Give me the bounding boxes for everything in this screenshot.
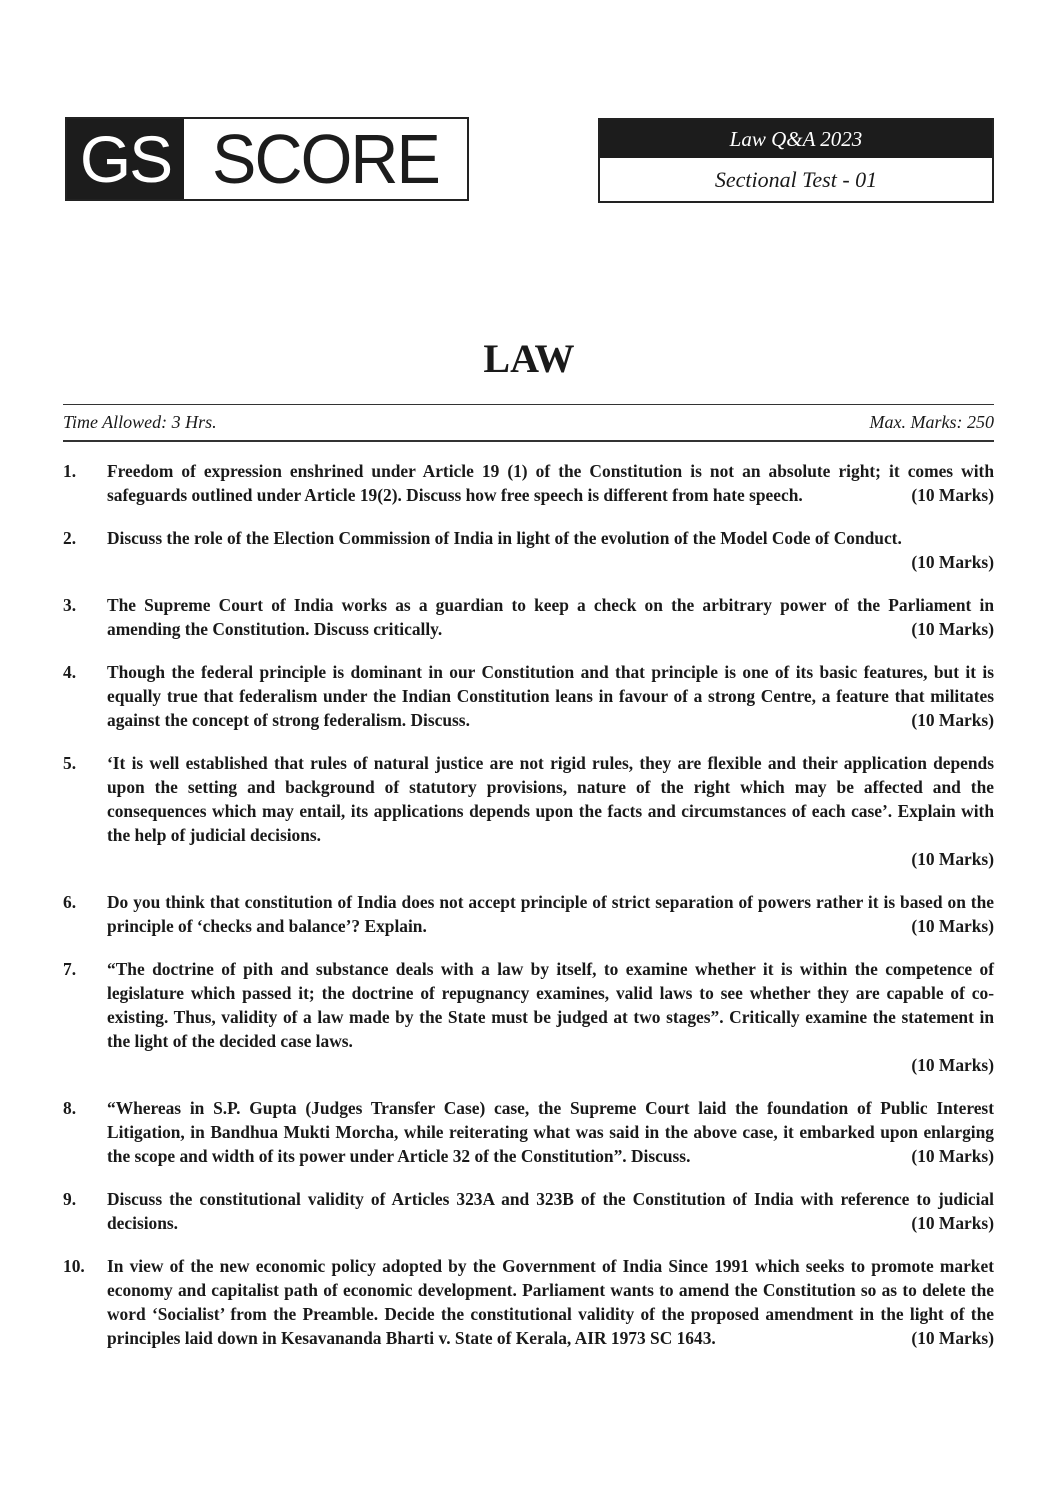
question-item	[63, 957, 994, 1077]
question-list	[63, 459, 994, 1369]
question-body: Freedom of expression enshrined under Article 19 (1) of the Constitution is not an absolute right; it comes with safeguards outlined under Article 19(2). Discuss how free speech is different from hate speech.	[107, 461, 994, 505]
logo-gs: GS	[67, 119, 184, 199]
test-info-box	[598, 118, 994, 203]
question-body: Discuss the constitutional validity of Articles 323A and 323B of the Constitution of India with reference to judicial decisions.	[107, 1189, 994, 1233]
question-item	[63, 1187, 994, 1235]
question-marks: (10 Marks)	[911, 619, 994, 639]
exam-meta	[63, 404, 994, 442]
question-body: The Supreme Court of India works as a guardian to keep a check on the arbitrary power of the Parliament in amending the Constitution. Discuss critically.	[107, 595, 994, 639]
question-item	[63, 526, 994, 574]
question-body: Discuss the role of the Election Commission of India in light of the evolution of the Model Code of Conduct.	[107, 528, 902, 548]
question-marks: (10 Marks)	[911, 1213, 994, 1233]
question-number: 4.	[63, 662, 77, 682]
question-text	[107, 1096, 994, 1168]
question-item	[63, 660, 994, 732]
page-title: LAW	[483, 336, 575, 381]
question-item	[63, 593, 994, 641]
question-body: Though the federal principle is dominant in our Constitution and that principle is one of its basic features, but it is equally true that federalism under the Indian Constitution leans in favour of a strong Centre, a feature that militates against the concept of strong federalism. Discuss.	[107, 662, 994, 730]
question-body: Do you think that constitution of India does not accept principle of strict separation of powers rather it is based on the principle of ‘checks and balance’? Explain.	[107, 892, 994, 936]
logo-score: SCORE	[212, 120, 439, 198]
question-marks: (10 Marks)	[911, 710, 994, 730]
question-text	[107, 1254, 994, 1350]
gs-score-logo	[65, 117, 469, 201]
question-number: 7.	[63, 959, 77, 979]
question-text	[107, 890, 994, 938]
question-number: 2.	[63, 528, 77, 548]
question-marks: (10 Marks)	[911, 1328, 994, 1348]
question-body: ‘It is well established that rules of natural justice are not rigid rules, they are flexible and their application depends upon the setting and background of statutory provisions, nature of the right which may be affected and the consequences which may entail, its applications depends upon the facts and circumstances of each case’. Explain with the help of judicial decisions.	[107, 753, 994, 845]
question-number: 3.	[63, 595, 77, 615]
question-text	[107, 957, 994, 1077]
question-number: 9.	[63, 1189, 77, 1209]
question-text	[107, 751, 994, 871]
question-marks: (10 Marks)	[911, 1146, 994, 1166]
question-marks: (10 Marks)	[911, 916, 994, 936]
question-number: 5.	[63, 753, 77, 773]
question-item	[63, 1254, 994, 1350]
question-marks: (10 Marks)	[911, 552, 994, 572]
question-item	[63, 459, 994, 507]
question-marks: (10 Marks)	[911, 849, 994, 869]
question-body: “The doctrine of pith and substance deals with a law by itself, to examine whether it is within the competence of legislature which passed it; the doctrine of repugnancy examines, valid laws to see whether they are capable of co-existing. Thus, validity of a law made by the State must be judged at two stages”. Critically examine the statement in the light of the decided case laws.	[107, 959, 994, 1051]
question-marks: (10 Marks)	[911, 1055, 994, 1075]
question-text	[107, 593, 994, 641]
question-marks: (10 Marks)	[911, 485, 994, 505]
question-body: “Whereas in S.P. Gupta (Judges Transfer Case) case, the Supreme Court laid the foundation of Public Interest Litigation, in Bandhua Mukti Morcha, while reiterating what was said in the above case, it embarked upon enlarging the scope and width of its power under Article 32 of the Constitution”. Discuss.	[107, 1098, 994, 1166]
series-label: Law Q&A 2023	[600, 120, 992, 158]
question-body: In view of the new economic policy adopted by the Government of India Since 1991 which seeks to promote market economy and capitalist path of economic development. Parliament wants to amend the Constitution so as to delete the word ‘Socialist’ from the Preamble. Decide the constitutional validity of the proposed amendment in the light of the principles laid down in Kesavananda Bharti v. State of Kerala, AIR 1973 SC 1643.	[107, 1256, 994, 1348]
question-number: 6.	[63, 892, 77, 912]
question-item	[63, 751, 994, 871]
question-number: 10.	[63, 1256, 85, 1276]
question-item	[63, 1096, 994, 1168]
question-number: 8.	[63, 1098, 77, 1118]
question-text	[107, 526, 994, 574]
max-marks: Max. Marks: 250	[869, 412, 994, 432]
question-text	[107, 1187, 994, 1235]
time-allowed: Time Allowed: 3 Hrs.	[63, 412, 217, 432]
question-text	[107, 459, 994, 507]
question-number: 1.	[63, 461, 77, 481]
question-item	[63, 890, 994, 938]
test-label: Sectional Test - 01	[714, 166, 878, 192]
question-text	[107, 660, 994, 732]
